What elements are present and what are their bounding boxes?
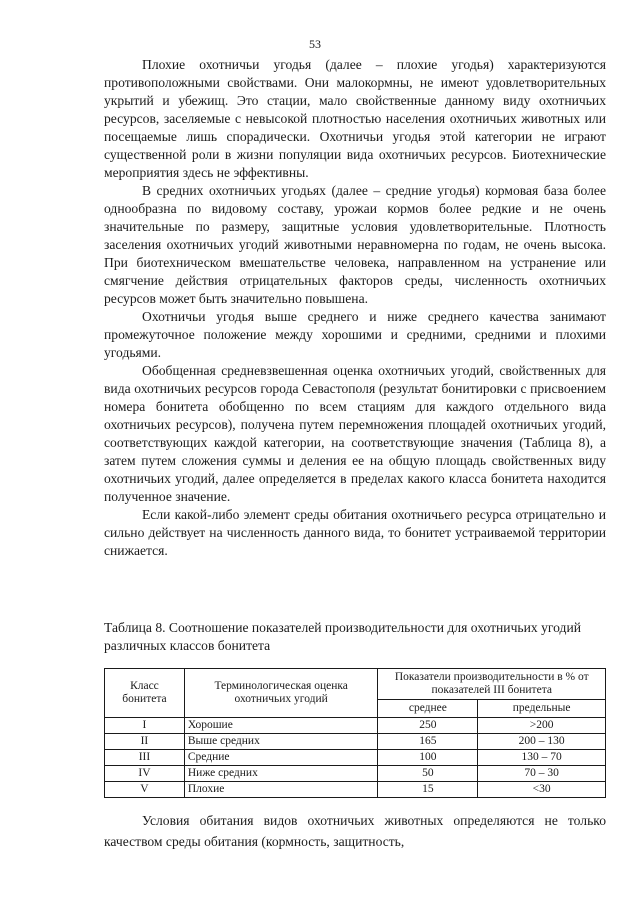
cell-average: 50 bbox=[378, 766, 478, 782]
table-row bbox=[105, 718, 606, 734]
cell-limit: 200 – 130 bbox=[478, 734, 606, 750]
productivity-table bbox=[104, 668, 606, 798]
cell-limit: 130 – 70 bbox=[478, 750, 606, 766]
header-average: среднее bbox=[378, 700, 478, 718]
paragraph-poor-grounds: Плохие охотничьи угодья (далее – плохие угодья) характеризуются противоположными свойствами. Они малокормны, не имеют удовлетворительных укрытий и убежищ. Это стации, мало свойственные данному виду охотничьих ресурсов, заселяемые с невысокой плотностью населения охотничьих животных или посещаемые лишь спорадически. Охотничьи угодья этой категории не играют существенной роли в жизни популяции вида охотничьих ресурсов. Биотехнические мероприятия здесь не эффективны. bbox=[104, 57, 606, 180]
cell-class: IV bbox=[105, 766, 185, 782]
closing-text bbox=[104, 810, 606, 852]
header-limit: предельные bbox=[478, 700, 606, 718]
paragraph-intermediate-grounds: Охотничьи угодья выше среднего и ниже среднего качества занимают промежуточное положение между хорошими и средними, средними и плохими угодьями. bbox=[104, 309, 606, 360]
cell-class: II bbox=[105, 734, 185, 750]
table-row bbox=[105, 750, 606, 766]
page-number: 53 bbox=[309, 37, 321, 51]
cell-assessment: Выше средних bbox=[184, 734, 378, 750]
cell-average: 250 bbox=[378, 718, 478, 734]
table-header-row bbox=[105, 669, 606, 700]
cell-limit: 70 – 30 bbox=[478, 766, 606, 782]
header-class: Класс бонитета bbox=[105, 669, 185, 718]
header-productivity: Показатели производительности в % от показателей III бонитета bbox=[378, 669, 606, 700]
cell-class: V bbox=[105, 782, 185, 798]
cell-average: 100 bbox=[378, 750, 478, 766]
paragraph-negative-factor: Если какой-либо элемент среды обитания охотничьего ресурса отрицательно и сильно действует на численность данного вида, то бонитет устраиваемой территории снижается. bbox=[104, 507, 606, 558]
cell-limit: >200 bbox=[478, 718, 606, 734]
paragraph-average-grounds: В средних охотничьих угодьях (далее – средние угодья) кормовая база более однообразна по видовому составу, урожаи кормов более редкие и не очень значительные по размеру, защитные условия удовлетворительные. Плотность заселения охотничьих угодий животными неравномерна по годам, не очень высока. При биотехническом вмешательстве человека, направленном на устранение или смягчение действия отрицательных факторов среды, численность охотничьих ресурсов может быть значительно повышена. bbox=[104, 183, 606, 306]
cell-limit: <30 bbox=[478, 782, 606, 798]
cell-class: I bbox=[105, 718, 185, 734]
table-row bbox=[105, 782, 606, 798]
cell-assessment: Ниже средних bbox=[184, 766, 378, 782]
table-caption: Таблица 8. Соотношение показателей производительности для охотничьих угодий различных классов бонитета bbox=[104, 620, 581, 653]
header-assessment: Терминологическая оценка охотничьих угодий bbox=[184, 669, 378, 718]
cell-average: 165 bbox=[378, 734, 478, 750]
cell-class: III bbox=[105, 750, 185, 766]
table-row bbox=[105, 766, 606, 782]
cell-assessment: Плохие bbox=[184, 782, 378, 798]
cell-assessment: Средние bbox=[184, 750, 378, 766]
body-text bbox=[104, 56, 606, 560]
cell-assessment: Хорошие bbox=[184, 718, 378, 734]
paragraph-habitat-conditions: Условия обитания видов охотничьих животных определяются не только качеством среды обитания (кормность, защитность, bbox=[104, 813, 606, 849]
table-row bbox=[105, 734, 606, 750]
cell-average: 15 bbox=[378, 782, 478, 798]
paragraph-weighted-assessment: Обобщенная средневзвешенная оценка охотничьих угодий, свойственных для вида охотничьих ресурсов города Севастополя (результат бонитировки с присвоением номера бонитета обобщенно по всем стациям для каждого отдельного вида охотничьих ресурсов), получена путем перемножения площадей охотничьих угодий, соответствующих каждой категории, на соответствующие значения (Таблица 8), а затем путем сложения суммы и деления ее на общую площадь свойственных виду охотничьих угодий, далее определяется в пределах какого класса бонитета находится полученное значение. bbox=[104, 363, 606, 504]
